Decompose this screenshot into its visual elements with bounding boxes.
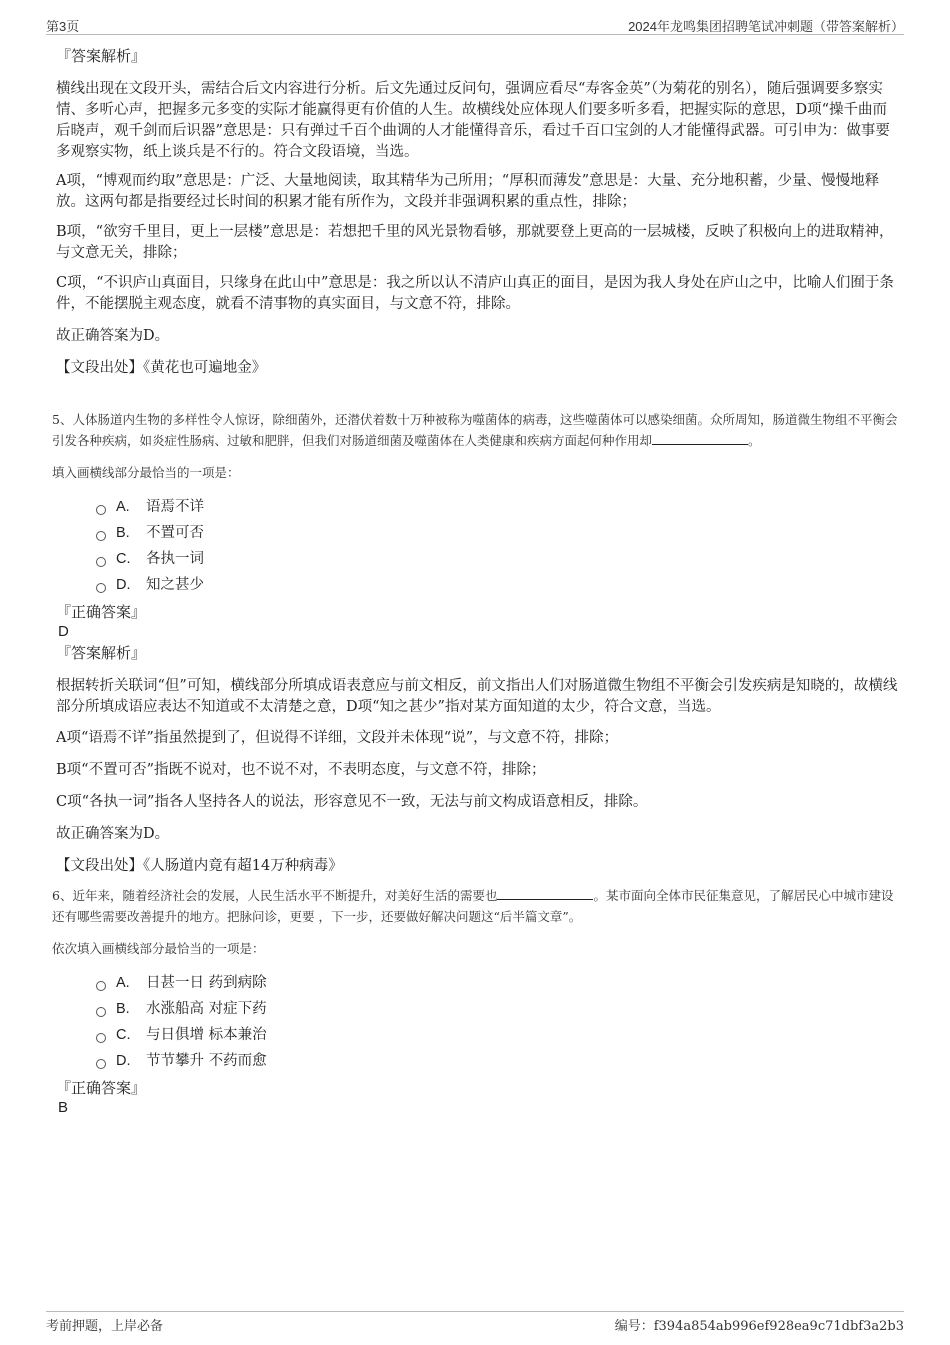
q4-analysis-para-3: B项，“欲穷千里目，更上一层楼”意思是：若想把千里的风光景物看够，那就要登上更高的一层城楼，反映了积极向上的进取精神，与文意无关，排除； — [56, 224, 894, 261]
radio-icon[interactable] — [96, 1007, 106, 1017]
q4-analysis-para-1: 横线出现在文段开头，需结合后文内容进行分析。后文先通过反问句，强调应看尽“寿客金英”（为菊花的别名），随后强调要多察实情、多听心声，把握多元多变的实际才能赢得更有价值的人生。故横线处应体现人们要多听多看，把握实际的意思，D项“操千曲而后晓声，观千剑而后识器”意思是：只有弹过千百个曲调的人才能懂得音乐，看过千百口宝剑的人才能懂得武器。可引申为：做事要多观察实物，纸上谈兵是不行的。符合文段语境，当选。 — [56, 81, 890, 160]
q4-analysis-para-4: C项，“不识庐山真面目，只缘身在此山中”意思是：我之所以认不清庐山真正的面目，是因为我人身处在庐山之中，比喻人们囿于条件，不能摆脱主观态度，就看不清事物的真实面目，与文意不符，排除。 — [56, 275, 894, 312]
radio-icon[interactable] — [96, 1059, 106, 1069]
q5-source: 【文段出处】《人肠道内竟有超14万种病毒》 — [56, 858, 343, 874]
q6-option-b[interactable]: B. 水涨船高 对症下药 — [96, 996, 900, 1022]
q6-option-c[interactable]: C. 与日俱增 标本兼治 — [96, 1022, 900, 1048]
q5-options — [56, 494, 900, 598]
q6-prompt: 依次填入画横线部分最恰当的一项是： — [52, 941, 265, 956]
q4-analysis-label: 『答案解析』 — [56, 47, 147, 65]
q4-source: 【文段出处】《黄花也可遍地金》 — [56, 360, 267, 376]
q5-option-c[interactable]: C. 各执一词 — [96, 546, 900, 572]
q5-option-a[interactable]: A. 语焉不详 — [96, 494, 900, 520]
radio-icon[interactable] — [96, 583, 106, 593]
q5-analysis-para-2: A项“语焉不详”指虽然提到了，但说得不详细，文段并未体现“说”，与文意不符，排除； — [56, 730, 619, 746]
radio-icon[interactable] — [96, 557, 106, 567]
q6-blank — [497, 887, 593, 900]
q5-stem: 5、人体肠道内生物的多样性令人惊讶，除细菌外，还潜伏着数十万种被称为噬菌体的病毒，这些噬菌体可以感染细菌。众所周知，肠道微生物组不平衡会引发各种疾病，如炎症性肠病、过敏和肥胖，但我们对肠道细菌及噬菌体在人类健康和疾病方面起何种作用却 。 — [52, 412, 898, 448]
q5-analysis-para-4: C项“各执一词”指各人坚持各人的说法，形容意见不一致，无法与前文构成语意相反，排除。 — [56, 794, 648, 810]
q4-analysis-para-2: A项，“博观而约取”意思是：广泛、大量地阅读，取其精华为己所用；“厚积而薄发”意思是：大量、充分地积蓄，少量、慢慢地释放。这两句都是指要经过长时间的积累才能有所作为，文段并非强调积累的重点性，排除； — [56, 173, 880, 210]
main-content — [52, 46, 900, 1117]
radio-icon[interactable] — [96, 531, 106, 541]
q5-option-b[interactable]: B. 不置可否 — [96, 520, 900, 546]
page-number: 第3页 — [46, 19, 80, 34]
q5-analysis-para-3: B项“不置可否”指既不说对，也不说不对，不表明态度，与文意不符，排除； — [56, 762, 546, 778]
q6-answer-label: 『正确答案』 — [56, 1079, 147, 1097]
page-header — [46, 14, 904, 35]
q5-blank — [652, 432, 748, 445]
q6-stem: 6、近年来，随着经济社会的发展，人民生活水平不断提升，对美好生活的需要也 。某市面向全体市民征集意见，了解居民心中城市建设还有哪些需要改善提升的地方。把脉问诊，更要 ，下一步，还要做好解决问题这“后半篇文章”。 — [52, 888, 894, 924]
q4-conclusion: 故正确答案为D。 — [56, 328, 170, 344]
page-footer — [46, 1311, 904, 1334]
footer-serial: 编号：f394a854ab996ef928ea9c71dbf3a2b3 — [614, 1319, 904, 1334]
q5-option-d[interactable]: D. 知之甚少 — [96, 572, 900, 598]
radio-icon[interactable] — [96, 981, 106, 991]
q5-prompt: 填入画横线部分最恰当的一项是： — [52, 465, 240, 480]
document-title: 2024年龙鸣集团招聘笔试冲刺题（带答案解析） — [628, 19, 904, 34]
q6-option-a[interactable]: A. 日甚一日 药到病除 — [96, 970, 900, 996]
footer-slogan: 考前押题，上岸必备 — [46, 1319, 164, 1334]
radio-icon[interactable] — [96, 505, 106, 515]
q5-conclusion: 故正确答案为D。 — [56, 826, 170, 842]
q5-answer-label: 『正确答案』 — [56, 603, 147, 621]
q5-answer: D — [58, 623, 69, 640]
q6-answer: B — [58, 1099, 69, 1116]
q6-option-d[interactable]: D. 节节攀升 不药而愈 — [96, 1048, 900, 1074]
q5-analysis-para-1: 根据转折关联词“但”可知，横线部分所填成语表意应与前文相反，前文指出人们对肠道微生物组不平衡会引发疾病是知晓的，故横线部分所填成语应表达不知道或不太清楚之意，D项“知之甚少”指对某方面知道的太少，符合文意，当选。 — [56, 678, 898, 715]
q5-analysis-label: 『答案解析』 — [56, 644, 147, 662]
radio-icon[interactable] — [96, 1033, 106, 1043]
q6-options — [56, 970, 900, 1074]
